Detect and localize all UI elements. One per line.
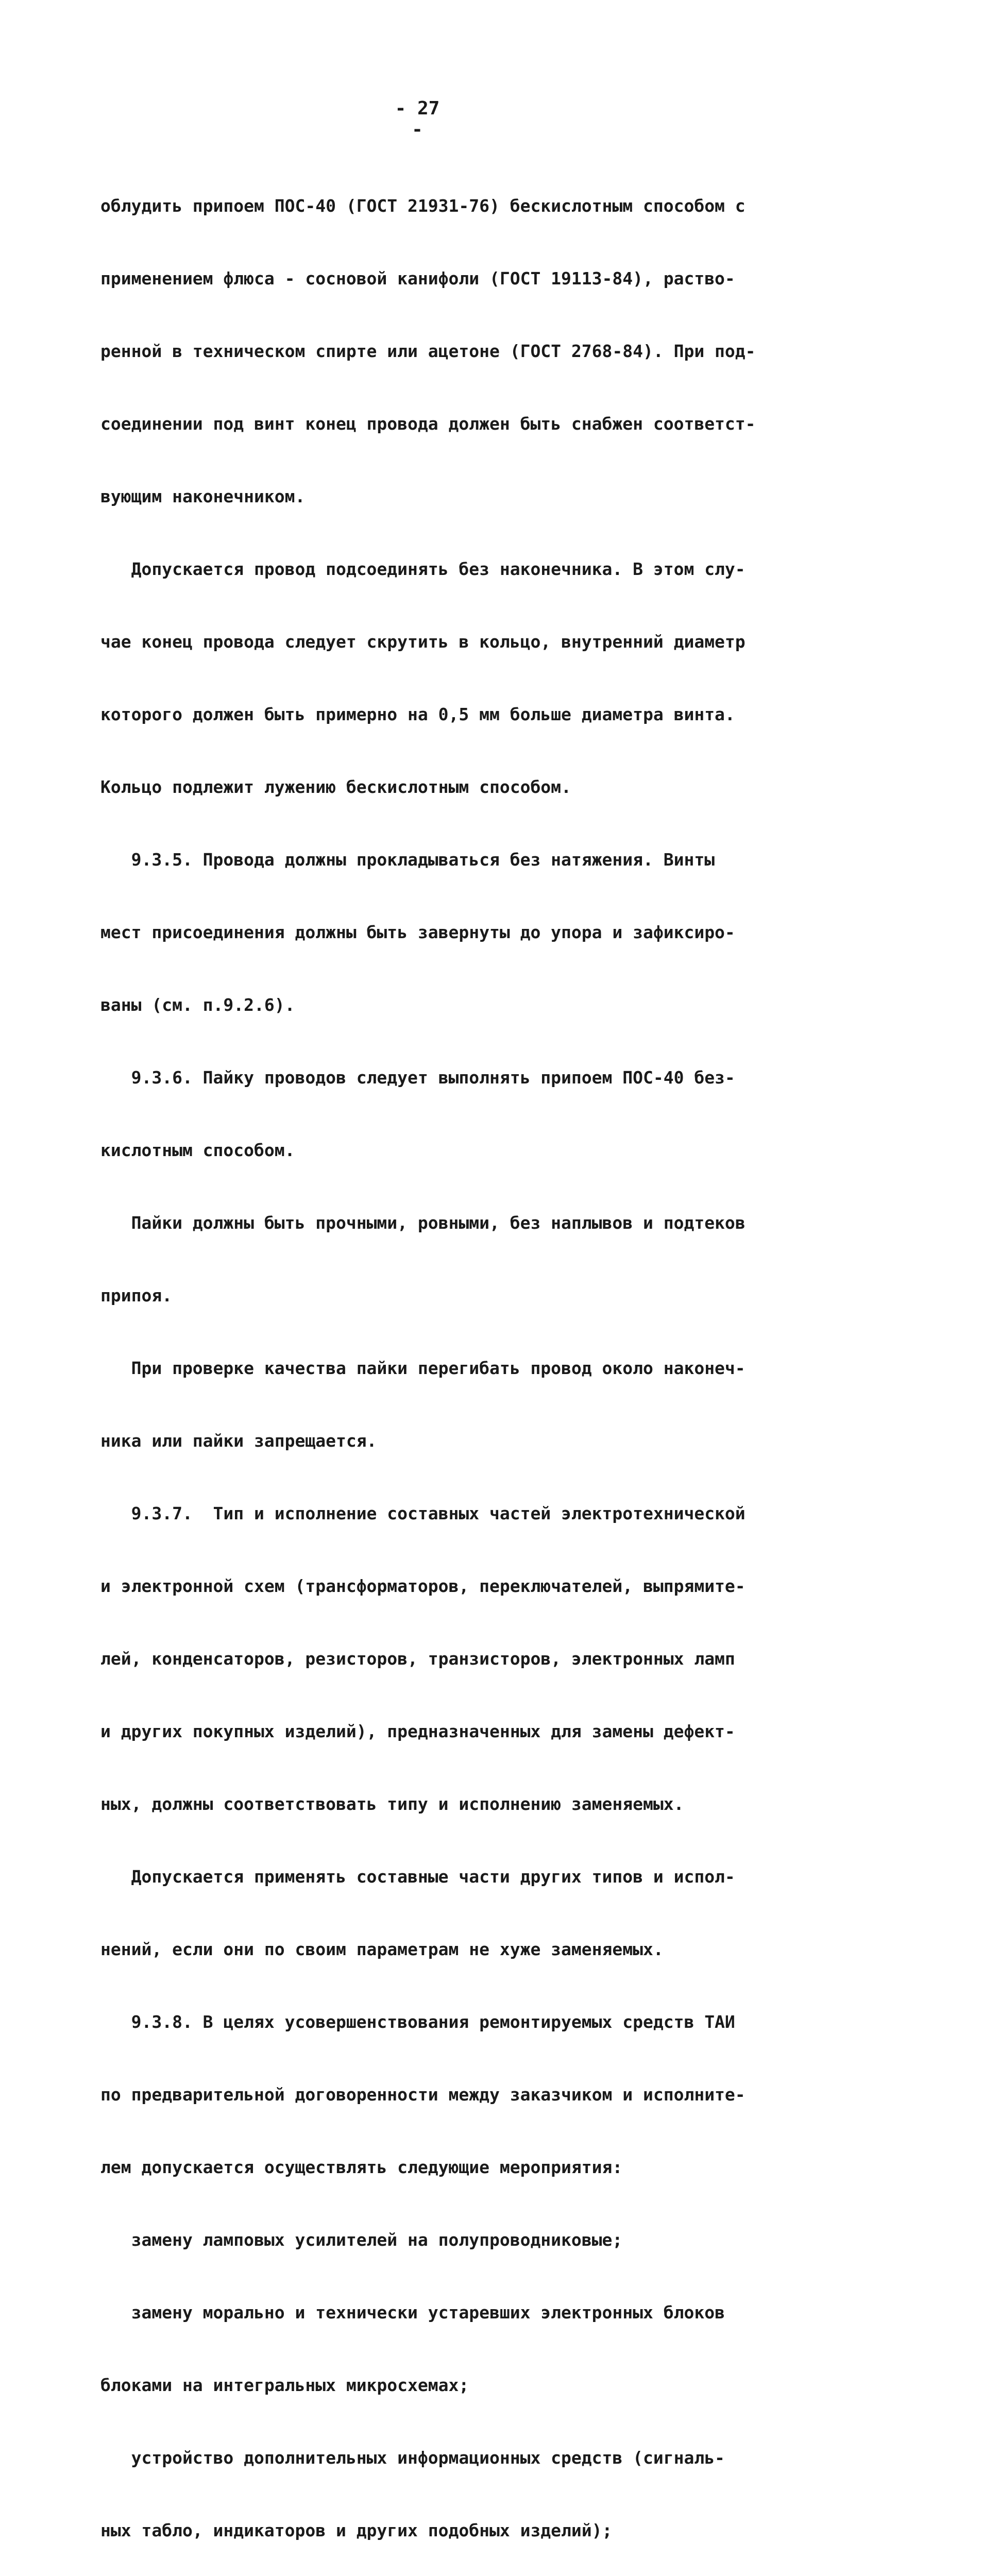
- body-text: [100, 145, 756, 2576]
- text-line: применением флюса - сосновой канифоли (ГОСТ 19113-84), раство-: [100, 268, 735, 289]
- page-number: - 27 -: [395, 98, 440, 140]
- text-line: 9.3.7. Тип и исполнение составных частей электротехнической: [100, 1503, 746, 1523]
- text-line: ника или пайки запрещается.: [100, 1431, 377, 1451]
- text-line: и других покупных изделий), предназначенных для замены дефект-: [100, 1721, 735, 1741]
- text-line: лем допускается осуществлять следующие мероприятия:: [100, 2157, 623, 2177]
- text-line: кислотным способом.: [100, 1140, 295, 1160]
- text-line: устройство дополнительных информационных средств (сигналь-: [100, 2448, 725, 2468]
- text-line: облудить припоем ПОС-40 (ГОСТ 21931-76) бескислотным способом с: [100, 196, 746, 216]
- text-line: мест присоединения должны быть завернуты до упора и зафиксиро-: [100, 922, 735, 942]
- text-line: При проверке качества пайки перегибать провод около наконеч-: [100, 1358, 746, 1378]
- text-line: соединении под винт конец провода должен быть снабжен соответст-: [100, 414, 756, 434]
- text-line: по предварительной договоренности между заказчиком и исполните-: [100, 2084, 746, 2105]
- text-line: Допускается провод подсоединять без наконечника. В этом слу-: [100, 559, 746, 579]
- text-line: 9.3.6. Пайку проводов следует выполнять припоем ПОС-40 без-: [100, 1067, 735, 1088]
- text-line: 9.3.8. В целях усовершенствования ремонтируемых средств ТАИ: [100, 2012, 735, 2032]
- text-line: нений, если они по своим параметрам не хуже заменяемых.: [100, 1939, 664, 1959]
- text-line: Допускается применять составные части других типов и испол-: [100, 1867, 735, 1887]
- text-line: ренной в техническом спирте или ацетоне (ГОСТ 2768-84). При под-: [100, 341, 756, 361]
- text-line: Пайки должны быть прочными, ровными, без наплывов и подтеков: [100, 1213, 746, 1233]
- text-line: замену ламповых усилителей на полупроводниковые;: [100, 2230, 623, 2250]
- text-line: которого должен быть примерно на 0,5 мм больше диаметра винта.: [100, 704, 735, 724]
- text-line: ваны (см. п.9.2.6).: [100, 995, 295, 1015]
- text-line: лей, конденсаторов, резисторов, транзисторов, электронных ламп: [100, 1649, 735, 1669]
- text-line: и электронной схем (трансформаторов, переключателей, выпрямите-: [100, 1576, 746, 1596]
- text-line: чае конец провода следует скрутить в кольцо, внутренний диаметр: [100, 632, 746, 652]
- text-line: ных табло, индикаторов и других подобных изделий);: [100, 2520, 613, 2540]
- text-line: припоя.: [100, 1285, 173, 1306]
- text-line: замену морально и технически устаревших электронных блоков: [100, 2302, 725, 2323]
- text-line: Кольцо подлежит лужению бескислотным способом.: [100, 777, 571, 797]
- text-line: блоками на интегральных микросхемах;: [100, 2375, 469, 2395]
- text-line: 9.3.5. Провода должны прокладываться без натяжения. Винты: [100, 850, 715, 870]
- text-line: вующим наконечником.: [100, 486, 306, 506]
- text-line: ных, должны соответствовать типу и исполнению заменяемых.: [100, 1794, 684, 1814]
